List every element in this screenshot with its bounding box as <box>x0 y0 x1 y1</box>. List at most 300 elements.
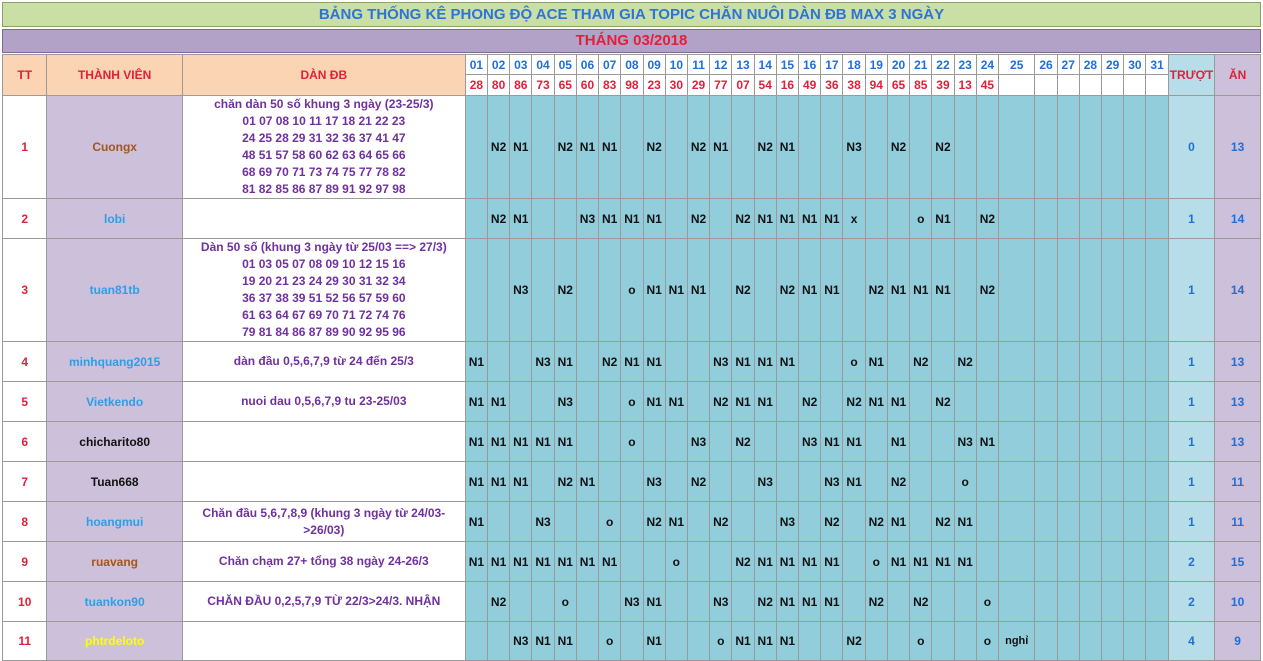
header-truot: TRƯỢT <box>1168 55 1214 96</box>
day-header: 04 <box>532 55 554 75</box>
result-cell: N3 <box>532 342 554 382</box>
an-count: 14 <box>1215 239 1261 342</box>
result-cell <box>1057 502 1079 542</box>
result-cell <box>1146 382 1168 422</box>
result-cell <box>843 239 865 342</box>
result-cell <box>510 342 532 382</box>
result-cell: N1 <box>843 422 865 462</box>
result-cell <box>687 342 709 382</box>
result-cell <box>710 422 732 462</box>
result-cell <box>954 622 976 661</box>
dan-line: 68 69 70 71 73 74 75 77 78 82 <box>242 165 406 179</box>
result-cell <box>843 582 865 622</box>
result-cell: N3 <box>532 502 554 542</box>
result-cell <box>599 582 621 622</box>
day-header: 01 <box>465 55 487 75</box>
member-name: Tuan668 <box>47 462 182 502</box>
result-cell <box>687 502 709 542</box>
result-cell: o <box>843 342 865 382</box>
dan-description <box>182 96 465 199</box>
result-cell: N1 <box>776 96 798 199</box>
result-cell: N1 <box>732 342 754 382</box>
result-cell <box>821 622 843 661</box>
result-cell: N2 <box>843 622 865 661</box>
table-row <box>3 382 1261 422</box>
result-cell: N1 <box>532 622 554 661</box>
result-cell: N3 <box>843 96 865 199</box>
day-result: 38 <box>843 75 865 96</box>
result-cell <box>465 239 487 342</box>
result-cell <box>532 382 554 422</box>
result-cell <box>954 199 976 239</box>
result-cell <box>710 542 732 582</box>
day-result: 16 <box>776 75 798 96</box>
member-name: minhquang2015 <box>47 342 182 382</box>
result-cell <box>599 422 621 462</box>
month-title: THÁNG 03/2018 <box>2 29 1261 53</box>
result-cell: N1 <box>754 382 776 422</box>
result-cell: N1 <box>821 582 843 622</box>
result-cell <box>1102 622 1124 661</box>
an-count: 13 <box>1215 422 1261 462</box>
result-cell <box>1102 542 1124 582</box>
result-cell: N1 <box>465 342 487 382</box>
result-cell <box>465 582 487 622</box>
result-cell: N1 <box>643 582 665 622</box>
result-cell <box>1124 199 1146 239</box>
result-cell <box>1146 96 1168 199</box>
result-cell: N1 <box>910 239 932 342</box>
result-cell: o <box>976 582 998 622</box>
result-cell <box>1124 502 1146 542</box>
result-cell: N3 <box>687 422 709 462</box>
day-header: 12 <box>710 55 732 75</box>
an-count: 9 <box>1215 622 1261 661</box>
header-dan: DÀN ĐB <box>182 55 465 96</box>
result-cell: N1 <box>532 422 554 462</box>
day-result: 30 <box>665 75 687 96</box>
result-cell: N1 <box>776 542 798 582</box>
day-header: 19 <box>865 55 887 75</box>
result-cell: N2 <box>487 199 509 239</box>
result-cell <box>865 199 887 239</box>
result-cell: N1 <box>621 342 643 382</box>
result-cell <box>732 462 754 502</box>
result-cell <box>799 462 821 502</box>
day-header: 22 <box>932 55 954 75</box>
result-cell <box>1057 382 1079 422</box>
dan-description <box>182 622 465 661</box>
result-cell <box>487 342 509 382</box>
day-result: 49 <box>799 75 821 96</box>
truot-count: 1 <box>1168 199 1214 239</box>
result-cell <box>1102 239 1124 342</box>
dan-line: 24 25 28 29 31 32 36 37 41 47 <box>242 131 406 145</box>
result-cell <box>1057 96 1079 199</box>
result-cell <box>532 239 554 342</box>
result-cell: N2 <box>887 462 909 502</box>
result-cell: N2 <box>554 96 576 199</box>
result-cell <box>821 382 843 422</box>
result-cell: N1 <box>665 382 687 422</box>
day-result: 54 <box>754 75 776 96</box>
result-cell <box>1124 582 1146 622</box>
day-header: 24 <box>976 55 998 75</box>
day-result <box>1057 75 1079 96</box>
result-cell <box>999 382 1035 422</box>
row-number: 8 <box>3 502 47 542</box>
result-cell: N1 <box>510 462 532 502</box>
result-cell: N2 <box>865 582 887 622</box>
result-cell <box>865 96 887 199</box>
result-cell <box>1146 422 1168 462</box>
result-cell <box>532 199 554 239</box>
result-cell: N1 <box>576 462 598 502</box>
result-cell <box>910 422 932 462</box>
result-cell <box>510 502 532 542</box>
result-cell: N1 <box>599 199 621 239</box>
dan-description <box>182 502 465 542</box>
an-count: 11 <box>1215 462 1261 502</box>
result-cell: N2 <box>732 422 754 462</box>
result-cell <box>754 422 776 462</box>
result-cell <box>576 582 598 622</box>
result-cell <box>465 622 487 661</box>
result-cell <box>1057 342 1079 382</box>
result-cell: N1 <box>510 422 532 462</box>
result-cell <box>732 582 754 622</box>
result-cell <box>1035 422 1057 462</box>
result-cell <box>1035 502 1057 542</box>
result-cell: N1 <box>487 382 509 422</box>
day-header: 25 <box>999 55 1035 75</box>
result-cell <box>510 582 532 622</box>
row-number: 5 <box>3 382 47 422</box>
result-cell: N1 <box>665 239 687 342</box>
result-cell: N1 <box>776 199 798 239</box>
result-cell <box>932 582 954 622</box>
result-cell <box>821 96 843 199</box>
table-row <box>3 199 1261 239</box>
result-cell <box>865 462 887 502</box>
day-result: 77 <box>710 75 732 96</box>
dan-description <box>182 382 465 422</box>
result-cell: o <box>599 622 621 661</box>
result-cell <box>754 502 776 542</box>
row-number: 6 <box>3 422 47 462</box>
day-header: 11 <box>687 55 709 75</box>
row-number: 7 <box>3 462 47 502</box>
result-cell <box>1057 542 1079 582</box>
result-cell: N2 <box>754 582 776 622</box>
result-cell <box>999 199 1035 239</box>
result-cell: N1 <box>910 542 932 582</box>
result-cell <box>687 382 709 422</box>
day-result: 94 <box>865 75 887 96</box>
result-cell: N2 <box>754 96 776 199</box>
result-cell <box>465 96 487 199</box>
result-cell <box>710 239 732 342</box>
result-cell <box>1124 382 1146 422</box>
result-cell <box>1124 422 1146 462</box>
result-cell <box>1057 582 1079 622</box>
result-cell <box>976 96 998 199</box>
result-cell <box>887 582 909 622</box>
result-cell <box>1124 96 1146 199</box>
result-cell <box>1102 96 1124 199</box>
dan-line: dàn đầu 0,5,6,7,9 từ 24 đến 25/3 <box>233 354 414 368</box>
result-cell <box>1146 462 1168 502</box>
an-count: 13 <box>1215 96 1261 199</box>
result-cell <box>1102 199 1124 239</box>
result-cell <box>576 342 598 382</box>
result-cell <box>1079 382 1101 422</box>
result-cell <box>910 382 932 422</box>
result-cell: o <box>910 622 932 661</box>
result-cell <box>1035 462 1057 502</box>
result-cell: N2 <box>976 239 998 342</box>
result-cell: N1 <box>887 239 909 342</box>
an-count: 15 <box>1215 542 1261 582</box>
result-cell <box>665 622 687 661</box>
result-cell <box>1102 342 1124 382</box>
result-cell: N1 <box>821 542 843 582</box>
day-result: 29 <box>687 75 709 96</box>
result-cell: N2 <box>954 342 976 382</box>
result-cell <box>910 502 932 542</box>
result-cell <box>1079 422 1101 462</box>
truot-count: 1 <box>1168 342 1214 382</box>
result-cell <box>576 502 598 542</box>
day-header: 26 <box>1035 55 1057 75</box>
table-row <box>3 582 1261 622</box>
result-cell: N1 <box>621 199 643 239</box>
dan-description <box>182 542 465 582</box>
result-cell <box>865 422 887 462</box>
result-cell: N1 <box>843 462 865 502</box>
result-cell: N1 <box>665 502 687 542</box>
day-header: 06 <box>576 55 598 75</box>
result-cell <box>776 462 798 502</box>
result-cell: N1 <box>532 542 554 582</box>
result-cell: N2 <box>732 239 754 342</box>
dan-line: 01 07 08 10 11 17 18 21 22 23 <box>242 114 406 128</box>
result-cell <box>999 462 1035 502</box>
member-name: chicharito80 <box>47 422 182 462</box>
day-header: 03 <box>510 55 532 75</box>
member-name: hoangmui <box>47 502 182 542</box>
dan-description <box>182 342 465 382</box>
result-cell: N2 <box>487 582 509 622</box>
result-cell <box>776 382 798 422</box>
table-row <box>3 239 1261 342</box>
result-cell: N1 <box>643 342 665 382</box>
day-header: 02 <box>487 55 509 75</box>
result-cell: N1 <box>754 542 776 582</box>
dan-line: 61 63 64 67 69 70 71 72 74 76 <box>242 308 406 322</box>
day-result: 23 <box>643 75 665 96</box>
result-cell: N1 <box>754 199 776 239</box>
result-cell: N1 <box>465 382 487 422</box>
result-cell <box>1035 382 1057 422</box>
result-cell <box>665 582 687 622</box>
day-header: 20 <box>887 55 909 75</box>
result-cell <box>976 462 998 502</box>
result-cell: N1 <box>887 542 909 582</box>
result-cell <box>910 462 932 502</box>
result-cell: o <box>554 582 576 622</box>
result-cell <box>465 199 487 239</box>
result-cell <box>1079 582 1101 622</box>
result-cell <box>976 342 998 382</box>
member-name: lobi <box>47 199 182 239</box>
result-cell <box>510 382 532 422</box>
an-count: 13 <box>1215 382 1261 422</box>
result-cell <box>1057 199 1079 239</box>
result-cell: N2 <box>599 342 621 382</box>
result-cell: N2 <box>932 502 954 542</box>
truot-count: 1 <box>1168 462 1214 502</box>
row-number: 4 <box>3 342 47 382</box>
result-cell: N1 <box>599 542 621 582</box>
day-header: 10 <box>665 55 687 75</box>
result-cell: o <box>621 422 643 462</box>
result-cell: nghỉ <box>999 622 1035 661</box>
result-cell <box>799 502 821 542</box>
result-cell: N2 <box>687 199 709 239</box>
result-cell <box>932 342 954 382</box>
result-cell <box>687 582 709 622</box>
result-cell: N2 <box>710 382 732 422</box>
truot-count: 1 <box>1168 239 1214 342</box>
result-cell: N1 <box>643 382 665 422</box>
result-cell: N2 <box>732 542 754 582</box>
result-cell <box>887 622 909 661</box>
day-result: 45 <box>976 75 998 96</box>
result-cell: N1 <box>821 239 843 342</box>
result-cell <box>532 96 554 199</box>
result-cell <box>999 542 1035 582</box>
result-cell: N1 <box>487 422 509 462</box>
row-number: 1 <box>3 96 47 199</box>
result-cell: N2 <box>910 582 932 622</box>
result-cell: N3 <box>710 582 732 622</box>
result-cell: N1 <box>754 342 776 382</box>
day-header: 17 <box>821 55 843 75</box>
truot-count: 2 <box>1168 582 1214 622</box>
result-cell: N2 <box>799 382 821 422</box>
header-member: THÀNH VIÊN <box>47 55 182 96</box>
result-cell: N1 <box>887 422 909 462</box>
result-cell: N1 <box>732 622 754 661</box>
dan-line: Dàn 50 số (khung 3 ngày từ 25/03 ==> 27/3) <box>200 240 447 254</box>
dan-line: >26/03) <box>303 522 345 537</box>
an-count: 13 <box>1215 342 1261 382</box>
dan-line: Chăn đầu 5,6,7,8,9 (khung 3 ngày từ 24/03- <box>202 505 446 520</box>
day-result <box>1124 75 1146 96</box>
result-cell <box>1124 542 1146 582</box>
result-cell <box>954 582 976 622</box>
day-result <box>1079 75 1101 96</box>
truot-count: 2 <box>1168 542 1214 582</box>
result-cell: N1 <box>554 622 576 661</box>
day-header: 05 <box>554 55 576 75</box>
result-cell <box>1035 239 1057 342</box>
result-cell: N3 <box>643 462 665 502</box>
result-cell: N1 <box>954 502 976 542</box>
result-cell: N1 <box>576 542 598 582</box>
result-cell <box>754 239 776 342</box>
result-cell: N1 <box>554 542 576 582</box>
result-cell <box>976 542 998 582</box>
result-cell: N1 <box>932 199 954 239</box>
result-cell <box>1079 96 1101 199</box>
result-cell <box>599 239 621 342</box>
result-cell: N1 <box>887 502 909 542</box>
day-result: 13 <box>954 75 976 96</box>
result-cell <box>1079 622 1101 661</box>
result-cell: o <box>665 542 687 582</box>
result-cell <box>843 502 865 542</box>
result-cell <box>1124 462 1146 502</box>
result-cell <box>687 542 709 582</box>
result-cell <box>821 342 843 382</box>
result-cell: N1 <box>599 96 621 199</box>
result-cell: N1 <box>487 462 509 502</box>
result-cell: N2 <box>554 462 576 502</box>
result-cell <box>999 96 1035 199</box>
result-cell: N2 <box>932 382 954 422</box>
result-cell <box>1146 342 1168 382</box>
result-cell: N1 <box>932 239 954 342</box>
result-cell: N1 <box>510 542 532 582</box>
day-result: 60 <box>576 75 598 96</box>
result-cell: N1 <box>510 96 532 199</box>
result-cell: N1 <box>776 582 798 622</box>
truot-count: 1 <box>1168 422 1214 462</box>
result-cell: N1 <box>643 622 665 661</box>
day-result: 65 <box>554 75 576 96</box>
result-cell <box>799 342 821 382</box>
result-cell <box>1146 199 1168 239</box>
dan-line: Chăn chạm 27+ tổng 38 ngày 24-26/3 <box>218 554 429 568</box>
day-header: 13 <box>732 55 754 75</box>
result-cell <box>999 582 1035 622</box>
result-cell <box>643 422 665 462</box>
dan-description <box>182 422 465 462</box>
table-row <box>3 422 1261 462</box>
dan-line: 79 81 84 86 87 89 90 92 95 96 <box>242 325 406 339</box>
result-cell: N3 <box>954 422 976 462</box>
truot-count: 1 <box>1168 382 1214 422</box>
result-cell <box>1035 622 1057 661</box>
result-cell <box>1146 622 1168 661</box>
day-header: 18 <box>843 55 865 75</box>
dan-line: chăn dàn 50 số khung 3 ngày (23-25/3) <box>214 97 434 111</box>
table-row <box>3 342 1261 382</box>
member-name: Cuongx <box>47 96 182 199</box>
result-cell <box>932 462 954 502</box>
result-cell <box>621 542 643 582</box>
result-cell: N2 <box>687 96 709 199</box>
result-cell: o <box>954 462 976 502</box>
result-cell: N1 <box>687 239 709 342</box>
result-cell: o <box>599 502 621 542</box>
day-result: 07 <box>732 75 754 96</box>
table-row <box>3 502 1261 542</box>
result-cell <box>487 622 509 661</box>
result-cell: N1 <box>554 342 576 382</box>
